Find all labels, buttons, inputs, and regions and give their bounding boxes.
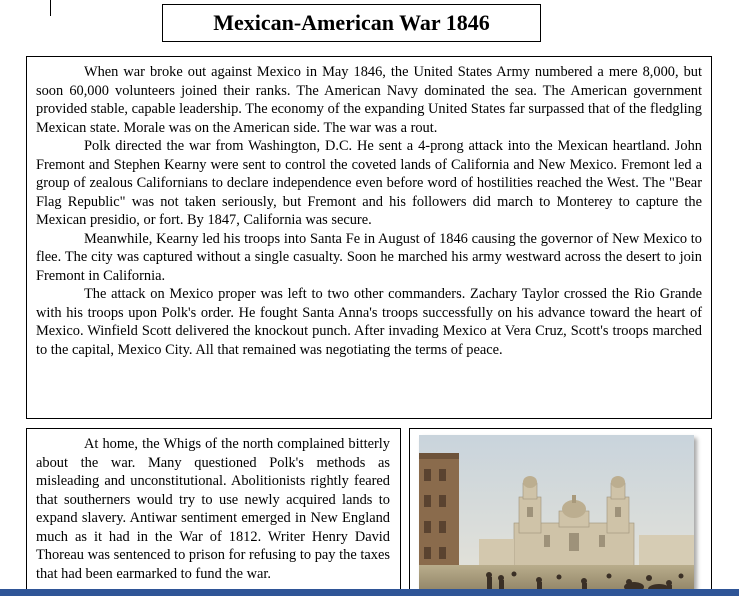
mexico-city-plaza-painting (419, 435, 694, 595)
window-bottom-strip (0, 589, 739, 596)
paragraph-2: Polk directed the war from Washington, D.C. He sent a 4-prong attack into the Mexican heartland. John Fremont and Stephen Kearny were sent to control the coveted lands of California and New Mexico. Fremont led a group of zealous Californians to declare independence even before word of hostilities reached the West. The "Bear Flag Republic" was not taken seriously, but Fremont and his followers did march to Monterey to capture the Mexican presidio, or fort. By 1847, California was secure. (36, 138, 702, 228)
side-paragraph: At home, the Whigs of the north complained bitterly about the war. Many questioned Polk's methods as misleading and unconstitutional. Abolitionists rightly feared that southerners would try to use newly acquired lands to expand slavery. Antiwar sentiment emerged in New England much as it had in the War of 1812. Writer Henry David Thoreau was sentenced to prison for refusing to pay the taxes that had been earmarked to fund the war. (36, 436, 390, 582)
paragraph-3: Meanwhile, Kearny led his troops into Santa Fe in August of 1846 causing the governor of New Mexico to flee. The city was captured without a single casualty. Soon he marched his army westward across the desert to join Fremont in California. (36, 230, 702, 284)
paragraph-1: When war broke out against Mexico in May 1846, the United States Army numbered a mere 8,000, but soon 60,000 volunteers joined their ranks. The American Navy dominated the sea. The American government provided stable, capable leadership. The economy of the expanding United States far surpassed that of the fledgling Mexican state. Morale was on the American side. The war was a rout. (36, 64, 702, 136)
main-text-box[interactable] (26, 56, 712, 419)
painting-illustration (419, 435, 694, 595)
text-cursor (50, 0, 51, 16)
page-title-box (162, 4, 541, 42)
page-title: Mexican-American War 1846 (213, 10, 490, 35)
side-text-box[interactable] (26, 428, 401, 596)
image-box[interactable] (409, 428, 712, 596)
paragraph-4: The attack on Mexico proper was left to two other commanders. Zachary Taylor crossed the Rio Grande with his troops upon Polk's order. He fought Santa Anna's troops successfully on his advance toward the heart of Mexico. Winfield Scott delivered the knockout punch. After invading Mexico at Vera Cruz, Scott's troops marched to the capital, Mexico City. All that remained was negotiating the terms of peace. (36, 286, 702, 358)
